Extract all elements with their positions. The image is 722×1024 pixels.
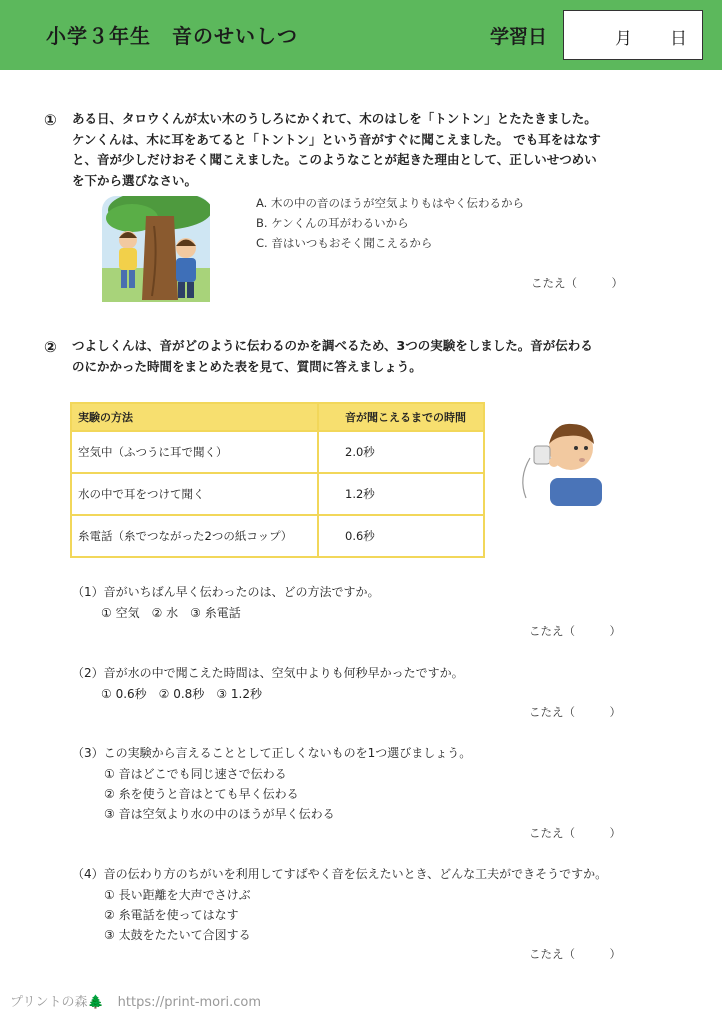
subq4-option-3: ③ 太鼓をたたいて合図する: [104, 928, 251, 942]
subq3-option-3: ③ 音は空気より水の中のほうが早く伝わる: [104, 807, 335, 821]
q1-line-1: ある日、タロウくんが太い木のうしろにかくれて、木のはしを「トントン」とたたきました。: [72, 111, 597, 126]
table-cell-time: 1.2秒: [318, 473, 484, 515]
q2-line-2: のにかかった時間をまとめた表を見て、質問に答えましょう。: [72, 358, 422, 374]
table-row: [71, 431, 484, 473]
subq1-answer-blank[interactable]: こたえ（ ）: [529, 624, 621, 638]
table-header-time: 音が聞こえるまでの時間: [318, 403, 484, 431]
footer-brand: プリントの森🌲: [10, 995, 104, 1010]
q2-number: ②: [44, 338, 57, 356]
date-month-label: 月: [615, 29, 632, 49]
q1-choice-b: B. ケンくんの耳がわるいから: [256, 216, 409, 230]
subq1-text: （1）音がいちばん早く伝わったのは、どの方法ですか。: [72, 585, 380, 599]
subq2-answer-blank[interactable]: こたえ（ ）: [529, 705, 621, 719]
subq4-answer-blank[interactable]: こたえ（ ）: [529, 947, 621, 961]
q1-number: ①: [44, 111, 57, 129]
q1-line-4: を下から選びなさい。: [72, 172, 198, 188]
table-cell-method: 空気中（ふつうに耳で聞く）: [71, 431, 318, 473]
subq1-options: ① 空気 ② 水 ③ 糸電話: [101, 606, 241, 620]
subq4-text: （4）音の伝わり方のちがいを利用してすばやく音を伝えたいとき、どんな工夫ができそうですか。: [72, 867, 608, 881]
q1-line-2: ケンくんは、木に耳をあてると「トントン」という音がすぐに聞こえました。 でも耳をはなす: [72, 131, 601, 147]
table-cell-time: 2.0秒: [318, 431, 484, 473]
table-row: [71, 515, 484, 557]
subq2-options: ① 0.6秒 ② 0.8秒 ③ 1.2秒: [101, 687, 262, 701]
q1-line-3: と、音が少しだけおそく聞こえました。このようなことが起きた理由として、正しいせつめい: [72, 152, 597, 167]
footer: [10, 991, 261, 1010]
table-cell-time: 0.6秒: [318, 515, 484, 557]
subq3-option-2: ② 糸を使うと音はとても早く伝わる: [104, 787, 299, 801]
study-date-label: 学習日: [490, 26, 548, 48]
subq4-option-1: ① 長い距離を大声でさけぶ: [104, 888, 251, 902]
cup-phone-boy-illustration: [516, 418, 608, 506]
table-header-row: [71, 403, 484, 431]
table-cell-method: 水の中で耳をつけて聞く: [71, 473, 318, 515]
table-row: [71, 473, 484, 515]
page-title: 小学３年生 音のせいしつ: [46, 24, 298, 48]
q1-choice-c: C. 音はいつもおそく聞こえるから: [256, 236, 433, 250]
q2-line-1: つよしくんは、音がどのように伝わるのかを調べるため、3つの実験をしました。音が伝わる: [72, 338, 593, 353]
subq3-option-1: ① 音はどこでも同じ速さで伝わる: [104, 767, 287, 781]
subq2-text: （2）音が水の中で聞こえた時間は、空気中よりも何秒早かったですか。: [72, 666, 464, 680]
experiment-table: [70, 402, 485, 558]
subq3-text: （3）この実験から言えることとして正しくないものを1つ選びましょう。: [72, 746, 472, 760]
subq3-answer-blank[interactable]: こたえ（ ）: [529, 826, 621, 840]
date-day-label: 日: [670, 29, 687, 49]
tree-kids-illustration: [102, 196, 210, 302]
subq4-option-2: ② 糸電話を使ってはなす: [104, 908, 239, 922]
table-cell-method: 糸電話（糸でつながった2つの紙コップ）: [71, 515, 318, 557]
footer-url-link[interactable]: https://print-mori.com: [117, 995, 261, 1010]
table-header-method: 実験の方法: [71, 403, 318, 431]
q1-choice-a: A. 木の中の音のほうが空気よりもはやく伝わるから: [256, 196, 524, 210]
q1-answer-blank[interactable]: こたえ（ ）: [531, 276, 623, 290]
